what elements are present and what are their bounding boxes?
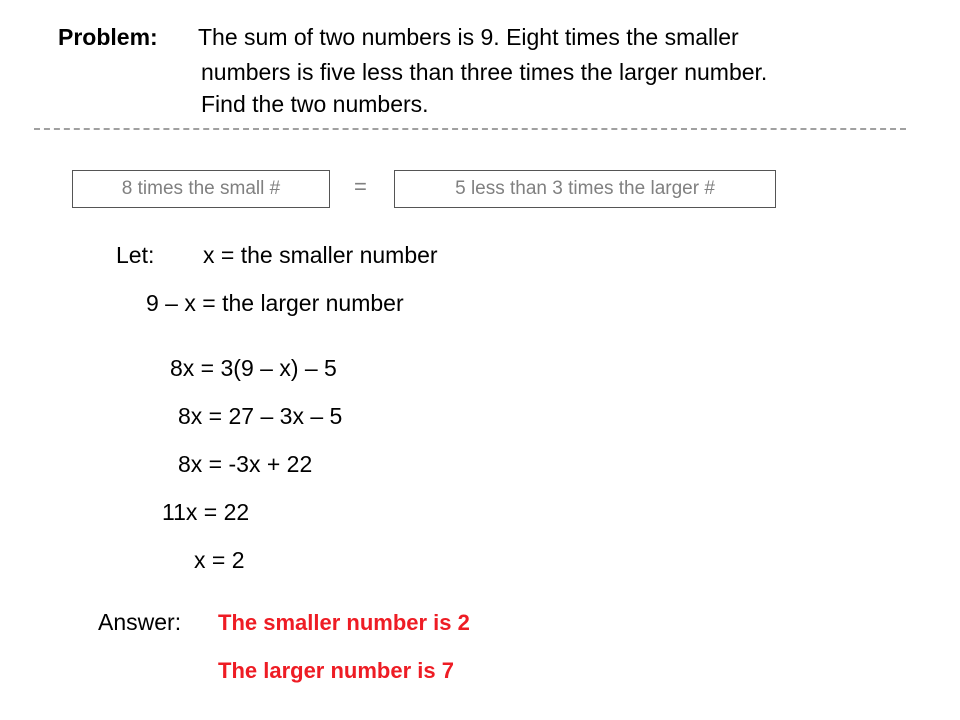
solution-step-5: x = 2 — [194, 547, 245, 573]
right-expression-text: 5 less than 3 times the larger # — [455, 178, 715, 199]
solution-step-3: 8x = -3x + 22 — [178, 451, 313, 477]
answer-smaller: The smaller number is 2 — [218, 610, 470, 635]
dashed-divider — [34, 128, 906, 130]
solution-step-1: 8x = 3(9 – x) – 5 — [170, 355, 337, 381]
equals-sign: = — [354, 174, 367, 199]
problem-statement — [58, 22, 158, 52]
right-expression-box — [394, 170, 776, 208]
problem-line-3: Find the two numbers. — [201, 91, 429, 117]
problem-line-1: The sum of two numbers is 9. Eight times the smaller — [198, 24, 739, 50]
solution-step-4: 11x = 22 — [162, 499, 250, 525]
solution-step-2: 8x = 27 – 3x – 5 — [178, 403, 343, 429]
let-label: Let: — [116, 242, 155, 268]
problem-line-2: numbers is five less than three times the larger number. — [201, 59, 768, 85]
let-larger-definition: 9 – x = the larger number — [146, 290, 404, 316]
problem-label: Problem: — [58, 24, 158, 50]
answer-label: Answer: — [98, 609, 182, 635]
left-expression-box — [72, 170, 330, 208]
let-smaller-definition: x = the smaller number — [203, 242, 438, 268]
left-expression-text: 8 times the small # — [121, 178, 281, 199]
answer-larger: The larger number is 7 — [218, 658, 454, 683]
